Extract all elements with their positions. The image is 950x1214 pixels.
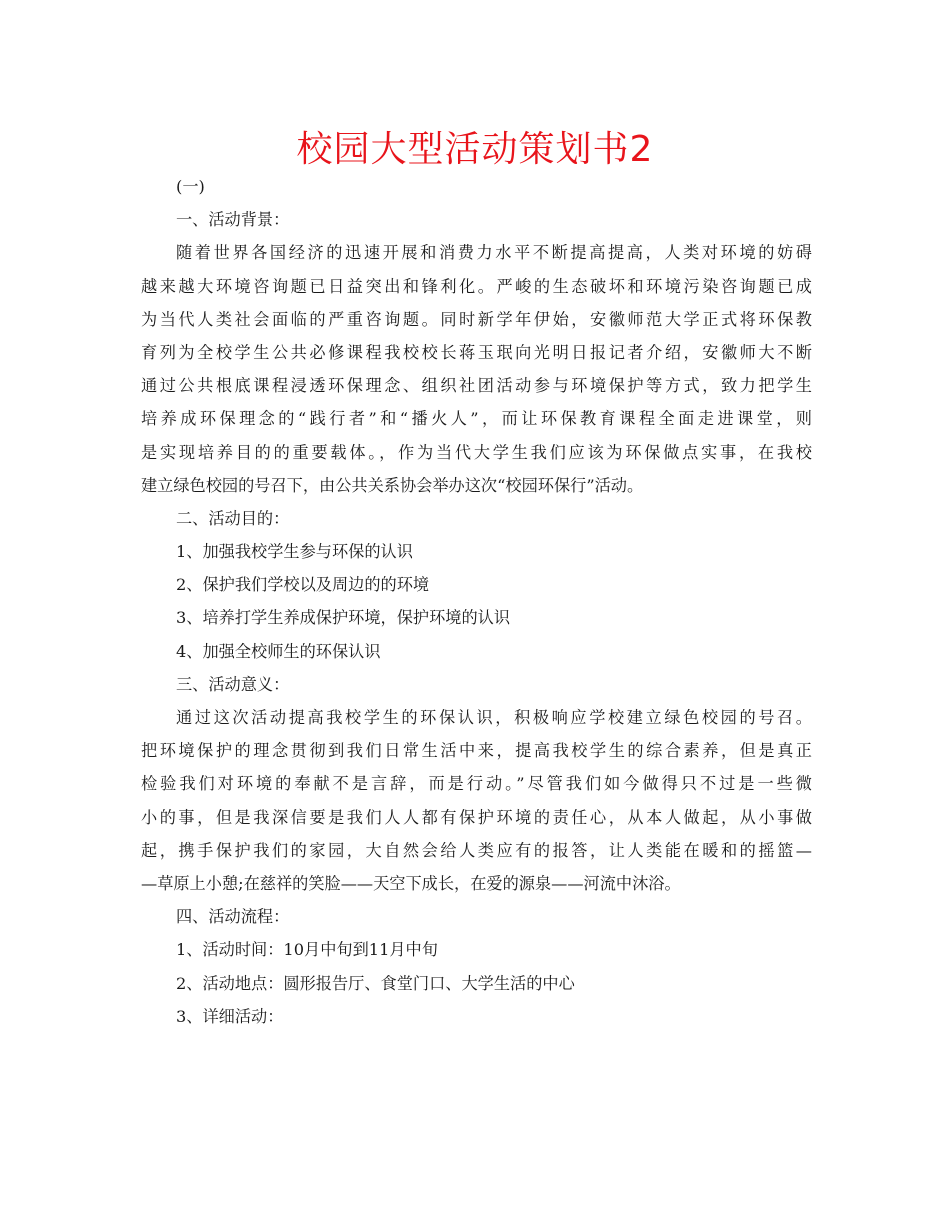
body-line: 建立绿色校园的号召下，由公共关系协会举办这次“校园环保行”活动。: [141, 475, 644, 495]
body-line: 通过这次活动提高我校学生的环保认识，积极响应学校建立绿色校园的号召。: [176, 708, 812, 727]
body-line: 育列为全校学生公共必修课程我校校长蒋玉珉向光明日报记者介绍，安徽师大不断: [141, 342, 812, 362]
body-line: 1、加强我校学生参与环保的认识: [176, 542, 413, 562]
body-line: 随着世界各国经济的迅速开展和消费力水平不断提高提高，人类对环境的妨碍: [176, 243, 812, 263]
body-line: 三、活动意义：: [176, 674, 290, 694]
document-body: [141, 170, 812, 1033]
body-line: 为当代人类社会面临的严重咨询题。同时新学年伊始，安徽师范大学正式将环保教: [141, 309, 812, 329]
body-line: 把环境保护的理念贯彻到我们日常生活中来，提高我校学生的综合素养，但是真正: [141, 741, 812, 761]
document-title: 校园大型活动策划书2: [296, 129, 654, 170]
body-line: 一、活动背景：: [176, 210, 290, 230]
body-line: 1、活动时间：10月中旬到11月中旬: [176, 940, 438, 960]
body-line: 3、详细活动：: [176, 1006, 284, 1026]
body-line: 通过公共根底课程浸透环保理念、组织社团活动参与环境保护等方式，致力把学生: [141, 376, 812, 396]
body-line: 是实现培养目的的重要载体。，作为当代大学生我们应该为环保做点实事，在我校: [141, 442, 812, 462]
body-line: 起，携手保护我们的家园，大自然会给人类应有的报答，让人类能在暖和的摇篮—: [141, 840, 812, 860]
body-line: 培养成环保理念的“践行者”和“播火人”，而让环保教育课程全面走进课堂，则: [141, 409, 812, 429]
body-line: —草原上小憩;在慈祥的笑脸——天空下成长，在爱的源泉——河流中沐浴。: [141, 873, 681, 893]
body-line: 四、活动流程：: [176, 907, 290, 927]
body-line: 小的事，但是我深信要是我们人人都有保护环境的责任心，从本人做起，从小事做: [141, 807, 812, 827]
body-line: 检验我们对环境的奉献不是言辞，而是行动。”尽管我们如今做得只不过是一些微: [141, 774, 812, 794]
body-line: (一): [176, 177, 205, 196]
body-line: 越来越大环境咨询题已日益突出和锋利化。严峻的生态破坏和环境污染咨询题已成: [141, 276, 812, 296]
body-line: 2、保护我们学校以及周边的的环境: [176, 575, 430, 595]
body-line: 二、活动目的：: [176, 508, 290, 528]
body-line: 2、活动地点：圆形报告厅、食堂门口、大学生活的中心: [176, 973, 575, 993]
body-line: 3、培养打学生养成保护环境，保护环境的认识: [176, 608, 511, 628]
body-line: 4、加强全校师生的环保认识: [176, 641, 381, 661]
